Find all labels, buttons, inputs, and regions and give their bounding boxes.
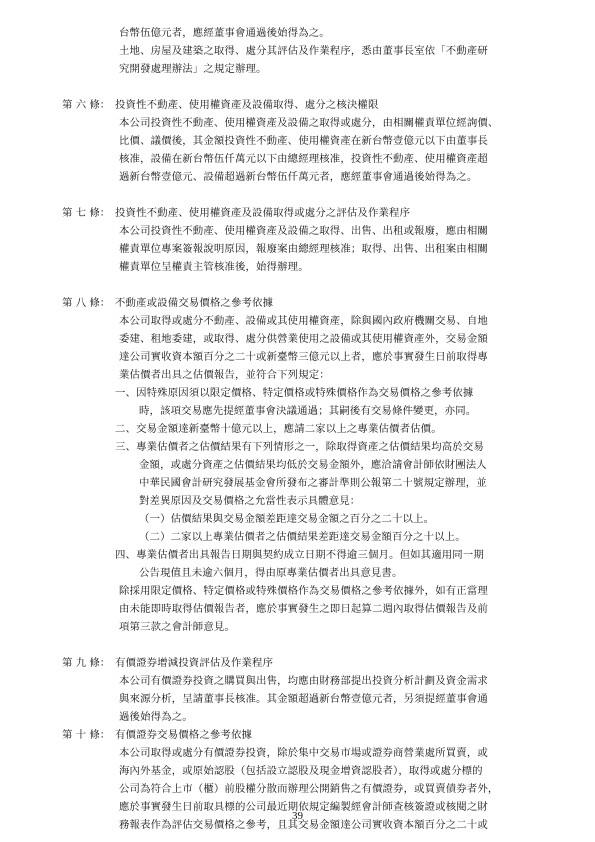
article-8-label: 第 八 條： bbox=[62, 297, 111, 309]
article-6-line-1: 本公司投資性不動產、使用權資產及設備之取得或處分，由相關權責單位經詢價、 bbox=[119, 117, 499, 129]
article-8-item-1-cont: 時，該項交易應先提經董事會決議通過；其嗣後有交易條件變更，亦同。 bbox=[139, 405, 477, 417]
article-9-line-3: 過後始得為之。 bbox=[119, 711, 193, 723]
article-7-line-1: 本公司投資性不動產、使用權資產及設備之取得、出售、出租或報廢，應由相關 bbox=[119, 225, 488, 237]
article-7-heading: 投資性不動產、使用權資產及設備取得或處分之評估及作業程序 bbox=[115, 207, 411, 219]
article-10-line-4: 應於事實發生日前取具標的公司最近期依規定編製經會計師查核簽證或核閱之財 bbox=[119, 801, 488, 813]
article-8-line-4: 業估價者出具之估價報告，並符合下列規定： bbox=[119, 369, 330, 381]
article-8-item-3-cont-1: 金額，或處分資產之估價結果均低於交易金額外，應洽請會計師依財團法人 bbox=[139, 459, 487, 471]
article-7-line-3: 權責單位呈權責主管核准後，始得辦理。 bbox=[119, 261, 309, 273]
article-9-line-1: 本公司有價證券投資之購買與出售，均應由財務部提出投資分析計劃及資金需求 bbox=[119, 675, 488, 687]
article-8-heading: 不動產或設備交易價格之參考依據 bbox=[115, 297, 274, 309]
article-9-label: 第 九 條： bbox=[62, 657, 111, 669]
article-10-label: 第 十 條： bbox=[62, 729, 111, 741]
article-9-heading: 有價證券增減投資評估及作業程序 bbox=[115, 657, 274, 669]
article-6-label: 第 六 條： bbox=[62, 99, 111, 111]
article-8-subitem-2: （二）二家以上專業估價者之估價結果差距達交易金額百分之十以上。 bbox=[139, 531, 466, 543]
article-9-line-2: 與來源分析，呈請董事長核准。其金額超過新台幣壹億元者，另須提經董事會通 bbox=[119, 693, 488, 705]
article-8-line-2: 委建、租地委建，或取得、處分供營業使用之設備或其使用權資產外，交易金額 bbox=[119, 333, 488, 345]
article-7-line-2: 權責單位專案簽報說明原因，報廢案由總經理核准；取得、出售、出租案由相關 bbox=[119, 243, 488, 255]
article-6-line-2: 比價、議價後，其金額投資性不動產、使用權資產在新台幣壹億元以下由董事長 bbox=[119, 135, 488, 147]
article-8-item-3: 三、專業估價者之估價結果有下列情形之一，除取得資產之估價結果均高於交易 bbox=[115, 441, 484, 453]
article-8-item-2: 二、交易金額達新臺幣十億元以上，應請二家以上之專業估價者估價。 bbox=[115, 423, 442, 435]
article-8-closing-2: 由未能即時取得估價報告者，應於事實發生之即日起算二週內取得估價報告及前 bbox=[119, 603, 488, 615]
intro-line-2: 土地、房屋及建築之取得、處分其評估及作業程序，悉由董事長室依「不動產研 bbox=[119, 45, 488, 57]
article-10-line-3: 公司為符合上市（櫃）前股權分散而辦理公開銷售之有價證券，或買賣債券者外， bbox=[119, 783, 499, 795]
page-number: 39 bbox=[292, 810, 303, 822]
article-8-closing-1: 除採用限定價格、特定價格或特殊價格作為交易價格之參考依據外，如有正當理 bbox=[119, 585, 488, 597]
article-10-line-2: 海內外基金，或原始認股（包括設立認股及現金增資認股者），取得或處分標的 bbox=[119, 765, 483, 777]
intro-line-3: 究開發處理辦法」之規定辦理。 bbox=[119, 63, 267, 75]
article-10-line-1: 本公司取得或處分有價證券投資，除於集中交易市場或證券商營業處所買賣，或 bbox=[119, 747, 488, 759]
article-10-line-5: 務報表作為評估交易價格之參考，且其交易金額達公司實收資本額百分之二十或 bbox=[119, 819, 488, 831]
article-8-item-3-cont-2: 中華民國會計研究發展基金會所發布之審計準則公報第二十號規定辦理，並 bbox=[139, 477, 487, 489]
article-6-heading: 投資性不動產、使用權資產及設備取得、處分之核決權限 bbox=[115, 99, 379, 111]
article-8-line-1: 本公司取得或處分不動產、設備或其使用權資產，除與國內政府機關交易、自地 bbox=[119, 315, 488, 327]
article-7-label: 第 七 條： bbox=[62, 207, 111, 219]
article-8-item-1: 一、因特殊原因須以限定價格、特定價格或特殊價格作為交易價格之參考依據 bbox=[115, 387, 474, 399]
article-8-item-4: 四、專業估價者出具報告日期與契約成立日期不得逾三個月。但如其適用同一期 bbox=[115, 549, 484, 561]
article-6-line-3: 核准，設備在新台幣伍仟萬元以下由總經理核准，投資性不動產、使用權資產超 bbox=[119, 153, 488, 165]
article-8-subitem-1: （一）估價結果與交易金額差距達交易金額之百分之二十以上。 bbox=[139, 513, 435, 525]
article-8-line-3: 達公司實收資本額百分之二十或新臺幣三億元以上者，應於事實發生日前取得專 bbox=[119, 351, 488, 363]
article-8-item-3-cont-3: 對差異原因及交易價格之允當性表示具體意見： bbox=[139, 495, 361, 507]
article-8-closing-3: 項第三款之會計師意見。 bbox=[119, 621, 235, 633]
intro-line-1: 台幣伍億元者，應經董事會通過後始得為之。 bbox=[119, 27, 330, 39]
article-10-heading: 有價證券交易價格之參考依據 bbox=[115, 729, 253, 741]
article-6-line-4: 過新台幣壹億元、設備超過新台幣伍仟萬元者，應經董事會通過後始得為之。 bbox=[119, 171, 478, 183]
article-8-item-4-cont: 公告現值且未逾六個月，得由原專業估價者出具意見書。 bbox=[139, 567, 403, 579]
